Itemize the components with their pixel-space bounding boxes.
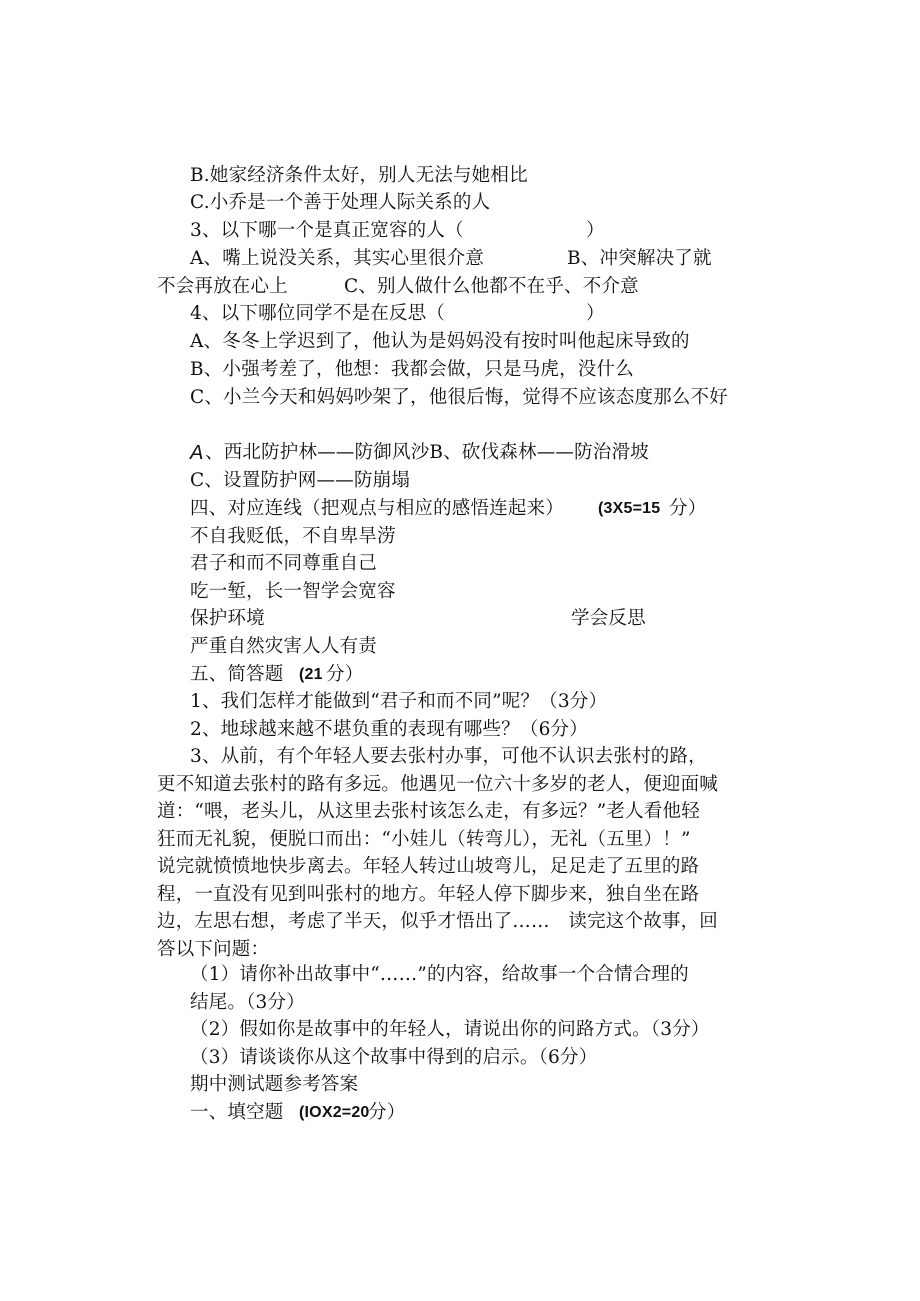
- section-4-score-unit: 分）: [669, 498, 707, 519]
- section-4-score: (3X5=15: [598, 500, 661, 517]
- section-5-score-unit: 分）: [326, 664, 364, 685]
- protection-option-ab: 、西北防护林——防御风沙B、砍伐森林——防治滑坡: [205, 442, 649, 463]
- answer-section-1-heading: 一、填空题: [190, 1102, 284, 1123]
- short-answer-3-line-2: 更不知道去张村的路有多远。他遇见一位六十多岁的老人，便迎面喊: [157, 774, 719, 795]
- sub-question-3: （3）请谈谈你从这个故事中得到的启示。（6分）: [190, 1047, 598, 1068]
- question-3-text: 3、以下哪一个是真正宽容的人（: [190, 220, 464, 241]
- answer-key-title: 期中测试题参考答案: [190, 1074, 359, 1095]
- option-b-line: B.她家经济条件太好，别人无法与她相比: [190, 165, 528, 186]
- sub-question-1-cont: 结尾。（3分）: [190, 992, 305, 1013]
- protection-option-c: C、设置防护网——防崩塌: [190, 470, 411, 491]
- short-answer-1: 1、我们怎样才能做到“君子和而不同”呢？（3分）: [190, 691, 608, 712]
- question-3-option-b-cont: 不会再放在心上 C、别人做什么他都不在乎、不介意: [157, 276, 639, 297]
- short-answer-2: 2、地球越来越不堪负重的表现有哪些？（6分）: [190, 719, 588, 740]
- question-3-option-a: A、嘴上说没关系，其实心里很介意: [190, 248, 485, 269]
- section-5-heading: 五、简答题: [190, 664, 284, 685]
- question-4-paren-close: ）: [586, 303, 605, 324]
- short-answer-3-line-8: 答以下问题：: [157, 939, 270, 960]
- question-4-option-a: A、冬冬上学迟到了，他认为是妈妈没有按时叫他起床导致的: [190, 331, 690, 352]
- answer-section-1-score-unit: 分）: [368, 1102, 406, 1123]
- matching-item-1: 不自我贬低，不自卑旱涝: [190, 526, 396, 547]
- question-4-text: 4、以下哪位同学不是在反思（: [190, 303, 446, 324]
- question-4-option-b: B、小强考差了，他想：我都会做，只是马虎，没什么: [190, 359, 634, 380]
- short-answer-3-line-3: 道：“喂，老头儿，从这里去张村该怎么走，有多远？”老人看他轻: [157, 801, 700, 822]
- answer-section-1-score: (IOX2=20: [299, 1104, 370, 1121]
- question-4-option-c: C、小兰今天和妈妈吵架了，他很后悔，觉得不应该态度那么不好: [190, 387, 728, 408]
- short-answer-3-line-4: 狂而无礼貌，便脱口而出：“小娃儿（转弯儿），无礼（五里）！”: [157, 829, 691, 850]
- matching-item-4-left: 保护环境: [190, 608, 265, 629]
- section-5-score: (21: [299, 666, 323, 683]
- short-answer-3-line-1: 3、从前，有个年轻人要去张村办事，可他不认识去张村的路，: [190, 746, 707, 767]
- short-answer-3-line-6: 程，一直没有见到叫张村的地方。年轻人停下脚步来，独自坐在路: [157, 884, 700, 905]
- option-a-letter: A: [190, 442, 204, 464]
- matching-item-2: 君子和而不同尊重自己: [190, 553, 378, 574]
- question-3-paren-close: ）: [586, 220, 605, 241]
- short-answer-3-line-7: 边，左思右想，考虑了半天，似乎才悟出了…… 读完这个故事，回: [157, 911, 719, 932]
- matching-item-5: 严重自然灾害人人有责: [190, 636, 378, 657]
- sub-question-1: （1）请你补出故事中“……”的内容，给故事一个合情合理的: [190, 964, 689, 985]
- sub-question-2: （2）假如你是故事中的年轻人，请说出你的问路方式。（3分）: [190, 1019, 710, 1040]
- short-answer-3-line-5: 说完就愤愤地快步离去。年轻人转过山坡弯儿，足足走了五里的路: [157, 856, 700, 877]
- matching-item-4-right: 学会反思: [571, 608, 646, 629]
- option-c-line: C.小乔是一个善于处理人际关系的人: [190, 192, 491, 213]
- question-3-option-b: B、冲突解决了就: [567, 248, 712, 269]
- section-4-heading: 四、对应连线（把观点与相应的感悟连起来）: [190, 498, 565, 519]
- matching-item-3: 吃一堑，长一智学会宽容: [190, 581, 396, 602]
